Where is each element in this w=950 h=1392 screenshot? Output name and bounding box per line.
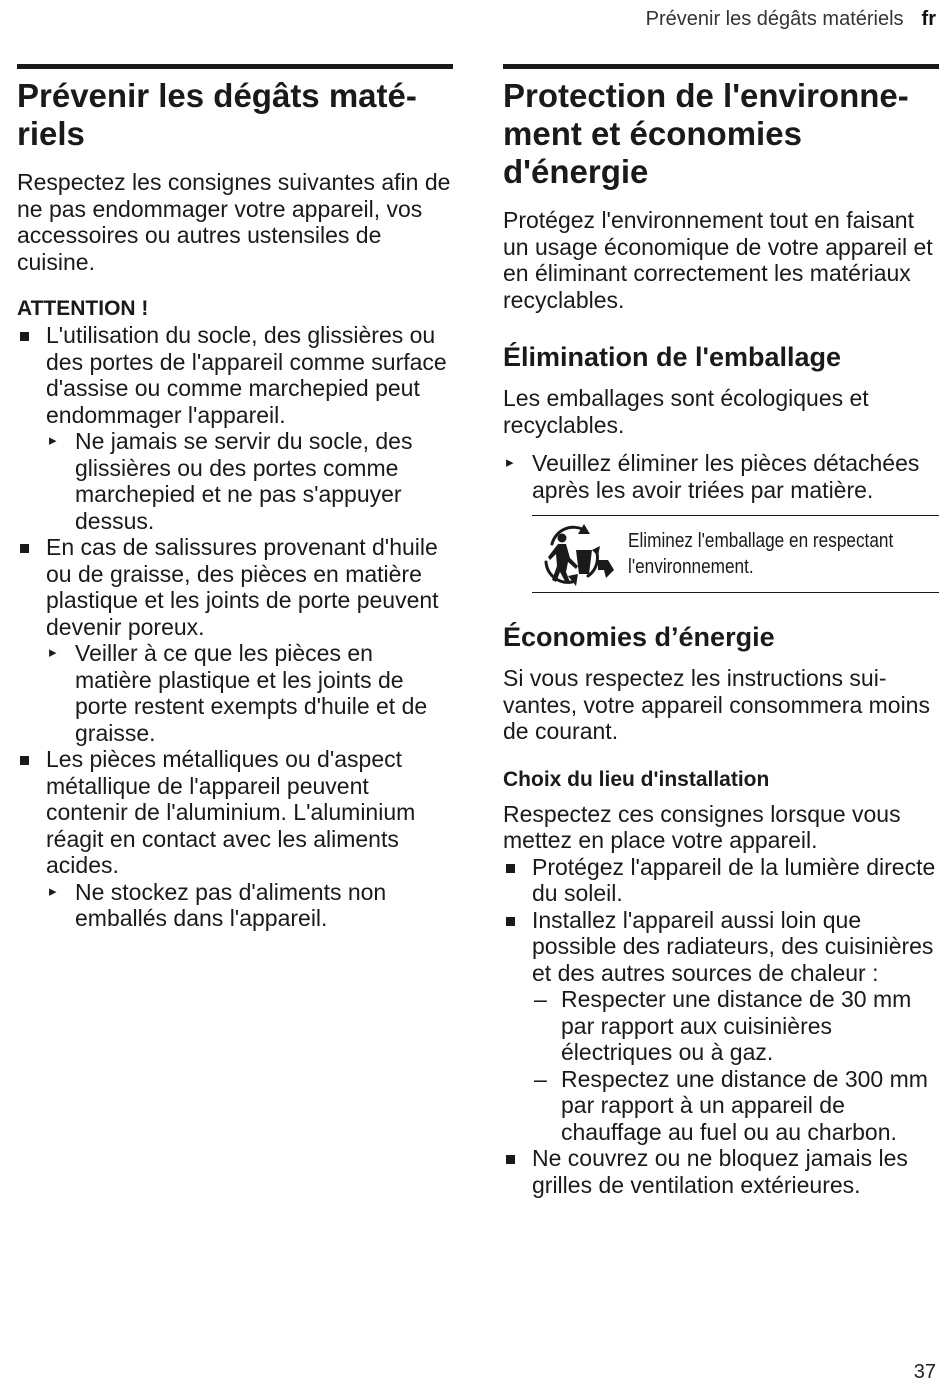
action-step: ▸ Veiller à ce que les pièces en matière plastique et les joints de porte restent exempts d'huile et de graisse. xyxy=(46,640,453,746)
installation-text: Respectez ces consignes lorsque vous mettez en place votre appareil. xyxy=(503,800,901,853)
energy-list xyxy=(503,854,939,1199)
section-title-damage: Prévenir les dégâts matériels xyxy=(17,77,417,152)
running-title: Prévenir les dégâts matériels xyxy=(645,8,904,30)
list-item xyxy=(503,907,939,1146)
note-text: Eliminez l'emballage en respectant l'environnement. xyxy=(628,530,894,578)
energy-text: Si vous respectez les instructions suivantes, votre appareil consommera moins de courant. xyxy=(503,665,930,744)
list-item xyxy=(17,322,453,534)
list-item-text: Installez l'appareil aussi loin que possible des radiateurs, des cuisinières et des autres sources de chaleur : xyxy=(532,906,934,986)
damage-intro: Respectez les consignes suivantes afin de ne pas endommager votre appareil, vos accessoires ou autres ustensiles de cuisine. xyxy=(17,169,451,275)
energy-heading: Économies d’énergie xyxy=(503,622,775,652)
running-header xyxy=(646,8,936,31)
list-item: Protégez l'appareil de la lumière directe du soleil. xyxy=(503,854,939,907)
recycling-note xyxy=(532,515,939,593)
list-item-text: Les pièces métalliques ou d'aspect métallique de l'appareil peuvent contenir de l'aluminium. L'aluminium réagit en contact avec les aliments acides. xyxy=(46,746,416,878)
installation-subheading: Choix du lieu d'installation xyxy=(503,767,770,791)
section-title-environment: Protection de l'environnement et économies d'énergie xyxy=(503,77,909,190)
section-rule xyxy=(17,64,453,69)
action-step: ▸ Ne jamais se servir du socle, des glissières ou des portes comme marchepied et ne pas s'appuyer dessus. xyxy=(46,428,453,534)
list-item-text: En cas de salissures provenant d'huile ou de graisse, des pièces en matière plastique et les joints de porte peuvent devenir poreux. xyxy=(46,534,439,640)
sub-item: – Respectez une distance de 300 mm par rapport à un appareil de chauffage au fuel ou au charbon. xyxy=(532,1066,939,1146)
attention-label: ATTENTION ! xyxy=(17,297,149,320)
language-code: fr xyxy=(921,8,936,30)
packaging-text: Les emballages sont écologiques et recyclables. xyxy=(503,385,869,438)
packaging-heading: Élimination de l'emballage xyxy=(503,342,842,372)
damage-list xyxy=(17,322,453,932)
left-column xyxy=(17,64,453,932)
list-item xyxy=(17,534,453,746)
sub-item: – Respecter une distance de 30 mm par rapport aux cuisinières électriques ou à gaz. xyxy=(532,986,939,1066)
action-step: ▸ Ne stockez pas d'aliments non emballés dans l'appareil. xyxy=(46,879,453,932)
list-item: Ne couvrez ou ne bloquez jamais les grilles de ventilation extérieures. xyxy=(503,1145,939,1198)
page-number: 37 xyxy=(913,1361,936,1383)
triman-recycling-icon xyxy=(532,516,628,592)
environment-intro: Protégez l'environnement tout en faisant un usage économique de votre appareil et en éliminant correctement les matériaux recyclables. xyxy=(503,207,933,313)
right-column xyxy=(503,64,939,1198)
list-item-text: L'utilisation du socle, des glissières ou des portes de l'appareil comme surface d'assise ou comme marchepied peut endommager l'appareil. xyxy=(46,322,447,428)
packaging-step: ▸ Veuillez éliminer les pièces détachées après les avoir triées par matière. xyxy=(503,450,939,503)
section-rule xyxy=(503,64,939,69)
list-item xyxy=(17,746,453,932)
